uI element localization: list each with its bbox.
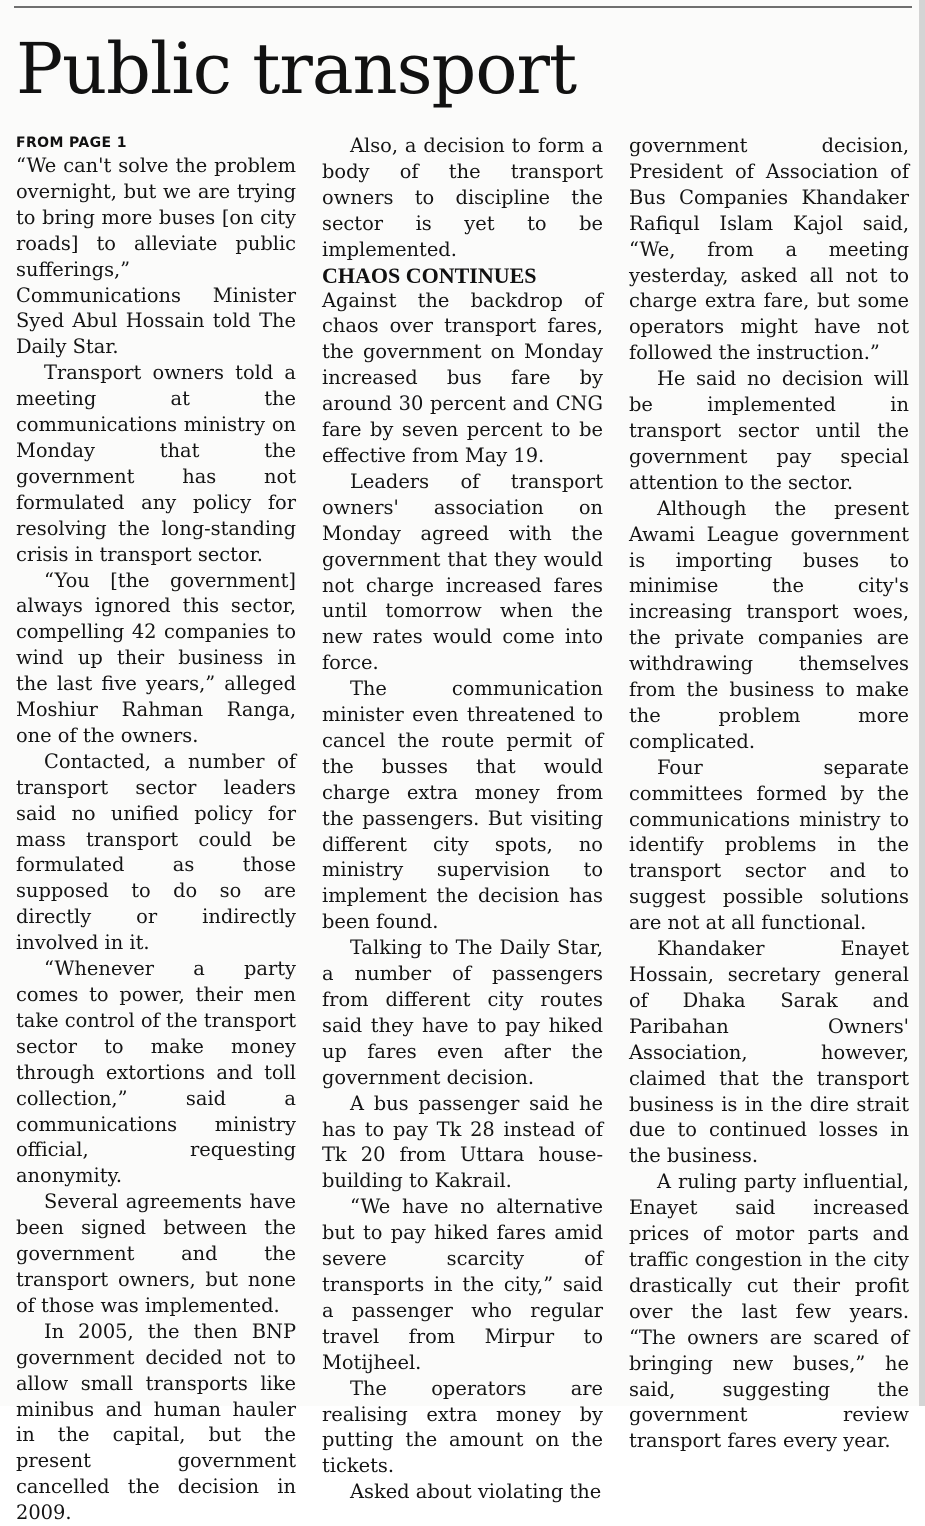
page-edge <box>919 0 925 1406</box>
paragraph: “Whenever a party comes to power, their men take control of the transport sector to make money through extortions and toll collection,” said a communications ministry official, requesting anonymity. <box>16 957 297 1188</box>
article-column-3 <box>629 133 909 1453</box>
paragraph: Also, a decision to form a body of the transport owners to discipline the sector is yet to be implemented. <box>322 134 603 261</box>
paragraph: Khandaker Enayet Hossain, secretary general of Dhaka Sarak and Paribahan Owners' Association, however, claimed that the transport business is in the dire strait due to continued losses in the business. <box>629 937 909 1168</box>
paragraph: The operators are realising extra money by putting the amount on the tickets. <box>322 1376 603 1478</box>
paragraph: Several agreements have been signed between the government and the transport owners, but none of those was implemented. <box>16 1190 296 1317</box>
paragraph: In 2005, the then BNP government decided not to allow small transports like minibus and human hauler in the capital, but the present government cancelled the decision in 2009. <box>16 1319 296 1525</box>
paragraph: Talking to The Daily Star, a number of passengers from different city routes said they have to pay hiked up fares even after the government decision. <box>322 936 603 1089</box>
paragraph: “We have no alternative but to pay hiked fares amid severe scarcity of transports in the city,” said a passenger who regular travel from Mirpur to Motijheel. <box>322 1195 603 1374</box>
paragraph: Transport owners told a meeting at the communications ministry on Monday that the government has not formulated any policy for resolving the long-standing crisis in transport sector. <box>16 361 296 566</box>
paragraph: A ruling party influential, Enayet said increased prices of motor parts and traffic congestion in the city drastically cut their profit over the last few years. “The owners are scared of bringing new buses,” he said, suggesting the government review transport fares every year. <box>629 1170 909 1453</box>
paragraph: Contacted, a number of transport sector leaders said no unified policy for mass transport could be formulated as those supposed to do so are directly or indirectly involved in it. <box>16 749 296 955</box>
top-rule <box>14 6 912 8</box>
paragraph: “We can't solve the problem overnight, but we are trying to bring more buses [on city roads] to alleviate public sufferings,” Communications Minister Syed Abul Hossain told The Daily Star. <box>16 154 296 359</box>
paragraph: Leaders of transport owners' association on Monday agreed with the government that they would not charge increased fares until tomorrow when the new rates would come into force. <box>322 469 603 675</box>
subheading: CHAOS CONTINUES <box>322 262 537 288</box>
paragraph: Four separate committees formed by the communications ministry to identify problems in the transport sector and to suggest possible solutions are not at all functional. <box>629 755 909 935</box>
paragraph: Although the present Awami League government is importing buses to minimise the city's increasing transport woes, the private companies are withdrawing themselves from the business to make the problem more complicated. <box>629 496 909 753</box>
paragraph: He said no decision will be implemented in transport sector until the government pay special attention to the sector. <box>629 367 909 494</box>
headline: Public transport <box>16 28 577 110</box>
paragraph: Against the backdrop of chaos over transport fares, the government on Monday increased bus fare by around 30 percent and CNG fare by seven percent to be effective from May 19. <box>322 288 603 467</box>
article-column-1 <box>16 133 297 1525</box>
article-column-2 <box>322 133 603 1504</box>
kicker: FROM PAGE 1 <box>16 135 127 151</box>
paragraph: A bus passenger said he has to pay Tk 28 instead of Tk 20 from Uttara house-building to Kakrail. <box>322 1091 603 1193</box>
paragraph: Asked about violating the <box>350 1480 602 1504</box>
paragraph: “You [the government] always ignored this sector, compelling 42 companies to wind up their business in the last five years,” alleged Moshiur Rahman Ranga, one of the owners. <box>16 568 296 747</box>
paragraph: The communication minister even threatened to cancel the route permit of the busses that would charge extra money from the passengers. But visiting different city spots, no ministry supervision to implement the decision has been found. <box>322 677 603 934</box>
paragraph: government decision, President of Association of Bus Companies Khandaker Rafiqul Islam Kajol said, “We, from a meeting yesterday, asked all not to charge extra fare, but some operators might have not followed the instruction.” <box>629 134 909 365</box>
